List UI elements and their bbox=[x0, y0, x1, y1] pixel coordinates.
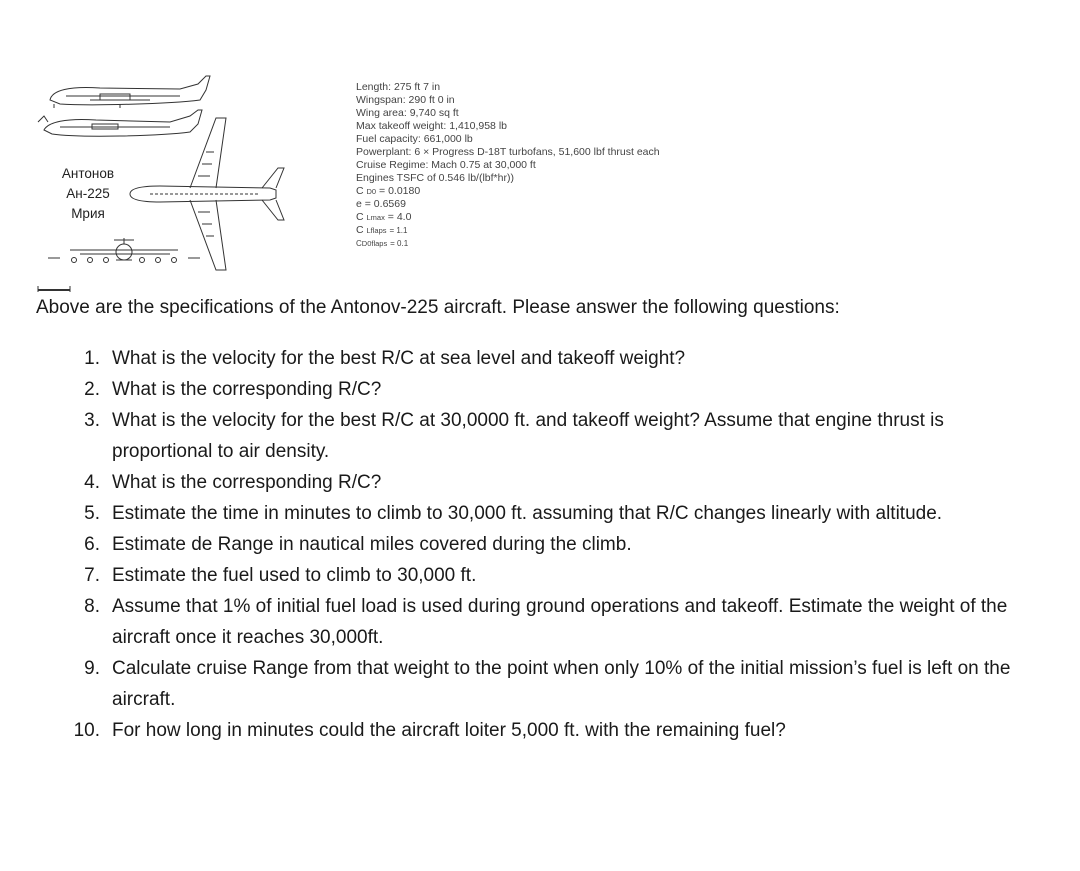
question-number: 2. bbox=[84, 379, 100, 400]
spec-clflaps-symbol: C bbox=[356, 224, 364, 236]
spec-wingspan: Wingspan: 290 ft 0 in bbox=[356, 94, 455, 106]
question-number: 7. bbox=[84, 565, 100, 586]
side-view-lower bbox=[38, 110, 202, 136]
plan-view bbox=[130, 118, 284, 270]
spec-oswald-efficiency: e = 0.6569 bbox=[356, 198, 406, 210]
spec-clflaps-value: = 1.1 bbox=[389, 226, 408, 235]
front-view bbox=[48, 238, 200, 263]
spec-max-takeoff-weight: Max takeoff weight: 1,410,958 lb bbox=[356, 120, 507, 132]
spec-fuel-capacity: Fuel capacity: 661,000 lb bbox=[356, 133, 473, 145]
spec-clmax-subscript: Lmax bbox=[366, 213, 385, 222]
spec-length: Length: 275 ft 7 in bbox=[356, 81, 441, 93]
spec-cd0-subscript: D0 bbox=[366, 187, 377, 196]
question-text: Estimate de Range in nautical miles covered during the climb. bbox=[112, 534, 632, 555]
question-text: What is the velocity for the best R/C at 30,0000 ft. and takeoff weight? Assume that engine thrust is proportional to air density. bbox=[112, 410, 944, 462]
question-text: For how long in minutes could the aircraft loiter 5,000 ft. with the remaining fuel? bbox=[112, 720, 786, 741]
aircraft-label-line: Ан-225 bbox=[66, 186, 110, 201]
scale-bar bbox=[38, 286, 70, 292]
question-item bbox=[70, 715, 1030, 746]
aircraft-label-line: Мрия bbox=[71, 206, 105, 221]
spec-cruise-regime: Cruise Regime: Mach 0.75 at 30,000 ft bbox=[356, 159, 536, 171]
spec-cd0flaps-value: = 0.1 bbox=[390, 239, 409, 248]
spec-cd0-value: = 0.0180 bbox=[379, 185, 421, 197]
question-number: 9. bbox=[84, 658, 100, 679]
spec-cd0 bbox=[356, 185, 660, 198]
spec-powerplant: Powerplant: 6 × Progress D-18T turbofans, 51,600 lbf thrust each bbox=[356, 146, 660, 158]
side-view-upper bbox=[50, 76, 210, 108]
question-item bbox=[70, 405, 1030, 467]
aircraft-label-line: Антонов bbox=[61, 166, 115, 181]
spec-cd0flaps bbox=[356, 237, 660, 250]
question-item bbox=[70, 560, 1030, 591]
spec-cd0flaps-symbol: C bbox=[356, 239, 362, 248]
spec-cd0flaps-subscript: D0flaps bbox=[361, 239, 388, 248]
question-item bbox=[70, 374, 1030, 405]
question-number: 5. bbox=[84, 503, 100, 524]
spec-clmax-value: = 4.0 bbox=[387, 211, 412, 223]
question-number: 6. bbox=[84, 534, 100, 555]
question-text: Estimate the time in minutes to climb to 30,000 ft. assuming that R/C changes linearly with altitude. bbox=[112, 503, 943, 524]
question-number: 1. bbox=[84, 348, 100, 369]
aircraft-name-label bbox=[38, 164, 138, 224]
aircraft-three-view-figure bbox=[30, 72, 340, 300]
spec-wing-area: Wing area: 9,740 sq ft bbox=[356, 107, 459, 119]
question-item bbox=[70, 498, 1030, 529]
question-text: Calculate cruise Range from that weight to the point when only 10% of the initial mission’s fuel is left on the aircraft. bbox=[112, 658, 1011, 710]
intro-text: Above are the specifications of the Antonov-225 aircraft. Please answer the following questions: bbox=[36, 297, 840, 318]
question-item bbox=[70, 467, 1030, 498]
specifications-list bbox=[356, 81, 660, 250]
question-item bbox=[70, 343, 1030, 374]
question-text: What is the corresponding R/C? bbox=[112, 379, 382, 400]
question-text: Assume that 1% of initial fuel load is used during ground operations and takeoff. Estimate the weight of the aircraft once it reaches 30,000ft. bbox=[112, 596, 1008, 648]
spec-clflaps bbox=[356, 224, 660, 237]
spec-clmax bbox=[356, 211, 660, 224]
question-text: Estimate the fuel used to climb to 30,000 ft. bbox=[112, 565, 477, 586]
spec-cd0-symbol: C bbox=[356, 185, 364, 197]
question-text: What is the corresponding R/C? bbox=[112, 472, 382, 493]
question-text: What is the velocity for the best R/C at sea level and takeoff weight? bbox=[112, 348, 686, 369]
spec-tsfc: Engines TSFC of 0.546 lb/(lbf*hr)) bbox=[356, 172, 514, 184]
question-item bbox=[70, 529, 1030, 560]
question-number: 4. bbox=[84, 472, 100, 493]
questions-list bbox=[70, 343, 1030, 746]
question-item bbox=[70, 591, 1030, 653]
question-item bbox=[70, 653, 1030, 715]
question-number: 3. bbox=[84, 410, 100, 431]
spec-clflaps-subscript: Lflaps bbox=[366, 226, 387, 235]
question-number: 10. bbox=[73, 720, 100, 741]
spec-clmax-symbol: C bbox=[356, 211, 364, 223]
question-number: 8. bbox=[84, 596, 100, 617]
